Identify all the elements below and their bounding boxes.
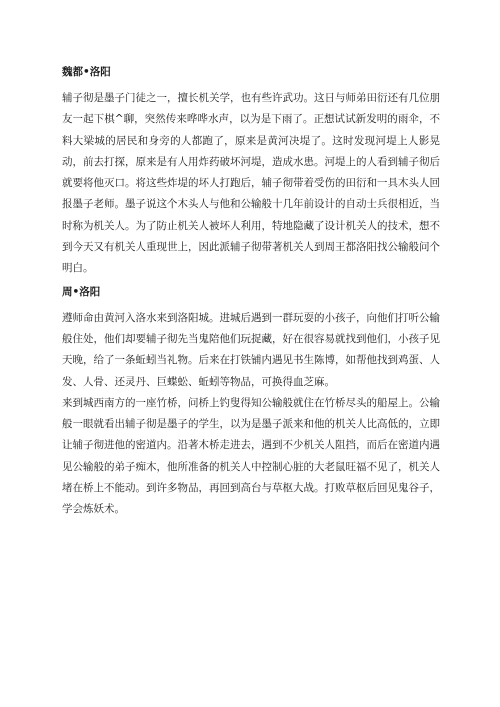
section-heading-zhou-luoyang: 周•洛阳 — [62, 285, 101, 298]
section-paragraph: 来到城西南方的一座竹桥，问桥上钓叟得知公输般就住在竹桥尽头的船屋上。公输般一眼就看出辅子彻是墨子的学生，以为是墨子派来和他的机关人比高低的，立即让辅子彻进他的密道内。沿著木桥走进去，遇到不少机关人阻挡，而后在密道内遇见公输般的弟子痴木，他所准备的机关人中控制心脏的大老鼠旺福不见了，机关人堵在桥上不能动。到许多物品，再回到高台与草枢大战。打败草枢后回见鬼谷子，学会炼妖术。 — [62, 396, 440, 516]
section-paragraph: 辅子彻是墨子门徒之一，擅长机关学，也有些许武功。这日与师弟田衍还有几位朋友一起下棋^聊，突然传来哗哗水声，以为是下雨了。正想试试新发明的雨伞，不料大梁城的居民和身旁的人都跑了，原来是黄河决堤了。这时发现河堤上人影晃动，前去打探，原来是有人用炸药破坏河堤，造成水患。河堤上的人看到辅子彻后就要将他灭口。将这些炸堤的坏人打跑后，辅子彻带着受伤的田衍和一具木头人回报墨子老师。墨子说这个木头人与他和公输般十几年前设计的自动士兵很相近，当时称为机关人。为了防止机关人被坏人利用，特地隐藏了设计机关人的技术，想不到今天又有机关人重现世上，因此派辅子彻带著机关人到周王都洛阳找公输般问个明白。 — [62, 92, 440, 275]
document-page — [62, 64, 440, 521]
section-heading-weidu-luoyang: 魏都•洛阳 — [62, 66, 111, 78]
section-paragraph: 遵师命由黄河入洛水来到洛阳城。进城后遇到一群玩耍的小孩子，向他们打听公输般住处，他们却要辅子彻先当鬼陪他们玩捉藏，好在很容易就找到他们，小孩子见天晚，给了一条蚯蚓当礼物。后来在打铁铺内遇见书生陈博，如帮他找到鸡蛋、人发、人骨、还灵丹、巨蝶蚣、蚯蚓等物品，可换得血芝麻。 — [62, 311, 440, 388]
